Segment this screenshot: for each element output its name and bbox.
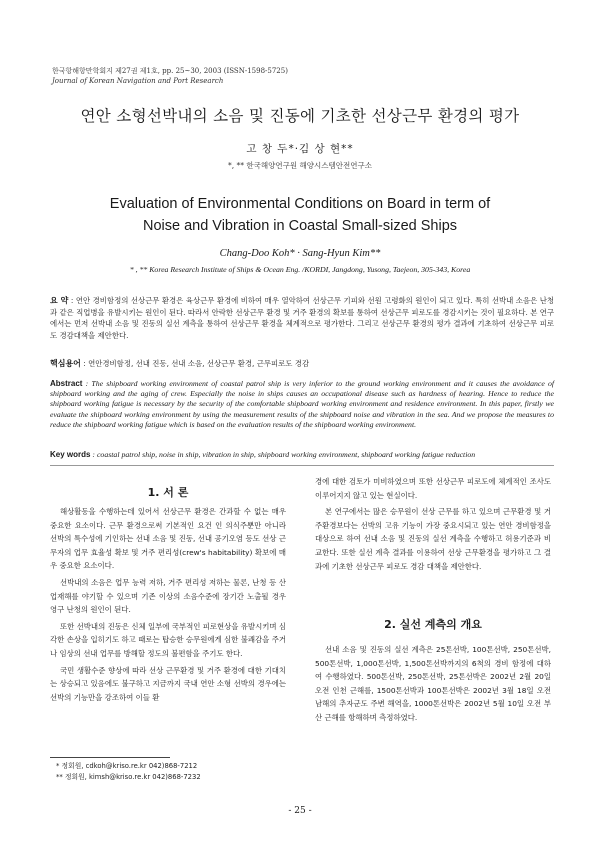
title-en-line1: Evaluation of Environmental Conditions on Board in term of [109,196,491,212]
abstract-en-text: : The shipboard working environment of coastal patrol ship is very inferior to the ground working environment and it causes the avoidance of shipboard working and the aging of crew. Especially the noise in ships causes an occupational disease such as hardness of hearing. Hence to reduce the shipboard working fatigue is necessary by the security of the comfortable shipboard working environment and residence environment. In this paper, firstly we evaluate the shipboard working environment by using the measurement results of the shipboard noise and vibration in the sea. And we propose the measures to reduce the shipboard working fatigue which is based on the evaluation results of the shipboard working environment. [50,379,555,429]
section2-body [315,643,551,728]
section1-paragraph: 해상활동을 수행하는데 있어서 선상근무 환경은 간과할 수 없는 매우 중요한 요소이다. 근무 환경으로써 기본적인 요건 인 의식주뿐만 아니라 선박의 특수성에 기인하는 선내 소음 및 진동, 선내 공기오염 등도 선상 근무자의 업무 효율성 확보 및 거주 편리성(crew's habitability) 확보에 매우 중요한 요소이다. [50,507,286,571]
section1-paragraph: 국민 생활수준 향상에 따라 선상 근무환경 및 거주 환경에 대한 기대치는 상승되고 있음에도 불구하고 지금까지 국내 연안 소형 선박의 경우에는 선박의 기능만을 강조하여 이들 환 [50,665,286,702]
affiliation-en: * , ** Korea Research Institute of Ships & Ocean Eng. /KORDI, Jangdong, Yusong, Taejeon, 305-343, Korea [129,265,471,274]
section1-body [50,505,286,707]
section1-continued [315,475,551,576]
section2-paragraph: 선내 소음 및 진동의 실선 계측은 25톤선박, 100톤선박, 250톤선박, 500톤선박, 1,000톤선박, 1,500톤선박까지의 6척의 경비 함정에 대하여 수행하였다. 500톤선박, 250톤선박, 25톤선박은 2002년 2월 20일 오전 인천 근해를, 1500톤선박과 100톤선박은 2002년 3월 18일 오전 남해의 추자군도 주변 해역을, 1000톤선박은 2002년 5월 10일 오전 부산 근해를 항해하며 측정하였다. [315,645,551,722]
abstract-ko [50,295,554,341]
title-en-line2: Noise and Vibration in Coastal Small-sized Ships [142,218,458,234]
section1-paragraph: 또한 선박내의 진동은 신체 일부에 국부적인 피로현상을 유발시키며 심각한 손상을 입히기도 하고 때로는 탑승한 승무원에게 심한 불쾌감을 주거나 임상의 선내 업무를 방해할 정도의 불편함을 주기도 한다. [50,621,286,658]
section2-heading: 2. 실선 계측의 개요 [384,618,482,631]
journal-info-ko: 한국항해항만학회지 제27권 제1호, pp. 25~30, 2003 (ISSN-1598-5725) [52,67,288,75]
affiliation-ko: *, ** 한국해양연구원 해양시스템안전연구소 [228,161,372,170]
authors-ko: 고 창 두*·김 상 현** [246,143,354,155]
keywords-ko-text: : 연안경비함정, 선내 진동, 선내 소음, 선상근무 환경, 근무피로도 경감 [83,359,310,368]
keywords-en-label: Key words [50,450,91,459]
keywords-en [50,449,554,461]
keywords-ko-label: 핵심용어 [50,359,81,368]
abstract-ko-label: 요 약 [50,296,69,305]
abstract-ko-text: : 연안 경비함정의 선상근무 환경은 육상근무 환경에 비하여 매우 열악하여 선상근무 기피와 선원 고령화의 원인이 되고 있다. 특히 선박내 소음은 난청과 같은 직업병을 유발시키는 원인이 된다. 따라서 안락한 선상근무 환경 및 거주 환경의 확보를 통하여 선상근무 피로도를 경감시키는 것이 필요하다. 본 연구에서는 먼저 선박내 소음 및 진동의 실선 계측을 통하여 선상근무 환경을 체계적으로 평가한다. 그리고 선상근무 환경의 평가 결과에 기초하여 선상근무 피로도 경감대책을 제안한다. [50,296,554,340]
page-number: - 25 - [288,806,312,816]
section1-cont-paragraph: 본 연구에서는 많은 승무원이 선상 근무를 하고 있으며 근무환경 및 거주환경보다는 선박의 고유 기능이 가장 중요시되고 있는 연안 경비함정을 대상으로 하여 선내 소음 및 진동의 실선 계측을 수행하고 허용기준과 비교한다. 또한 실선 계측 결과를 이용하여 선상 근무환경을 평가하고 그 결과에 기초한 선상근무 피로도 경감 대책을 제안한다. [315,507,551,571]
abstract-en [50,379,554,430]
section1-heading: 1. 서 론 [147,486,189,499]
section1-cont-paragraph: 경에 대한 검토가 미비하였으며 또한 선상근무 피로도에 체계적인 조사도 이루어지지 않고 있는 현실이다. [315,477,551,500]
keywords-en-text: : coastal patrol ship, noise in ship, vibration in ship, shipboard working environment, shipboard working fatigue reduction [92,450,476,459]
section1-paragraph: 선박내의 소음은 업무 능력 저하, 거주 편리성 저하는 물론, 난청 등 산업재해를 야기할 수 있으며 기존 이상의 소음수준에 장기간 노출될 경우 영구 난청의 원인이 된다. [50,577,286,615]
authors-en: Chang-Doo Koh* · Sang-Hyun Kim** [219,248,381,259]
keywords-ko [50,358,554,370]
footnote-author1: * 정회원, cdkoh@kriso.re.kr 042)868-7212 [56,762,198,770]
paper-title-ko: 연안 소형선박내의 소음 및 진동에 기초한 선상근무 환경의 평가 [80,107,520,125]
abstract-en-label: Abstract [50,379,83,388]
journal-header [52,66,288,86]
footnote-author2: ** 정회원, kimsh@kriso.re.kr 042)868-7232 [56,773,201,781]
journal-name-en: Journal of Korean Navigation and Port Research [52,77,224,85]
divider [50,465,554,466]
paper-title-en [0,193,600,237]
footnote-divider [50,757,170,758]
